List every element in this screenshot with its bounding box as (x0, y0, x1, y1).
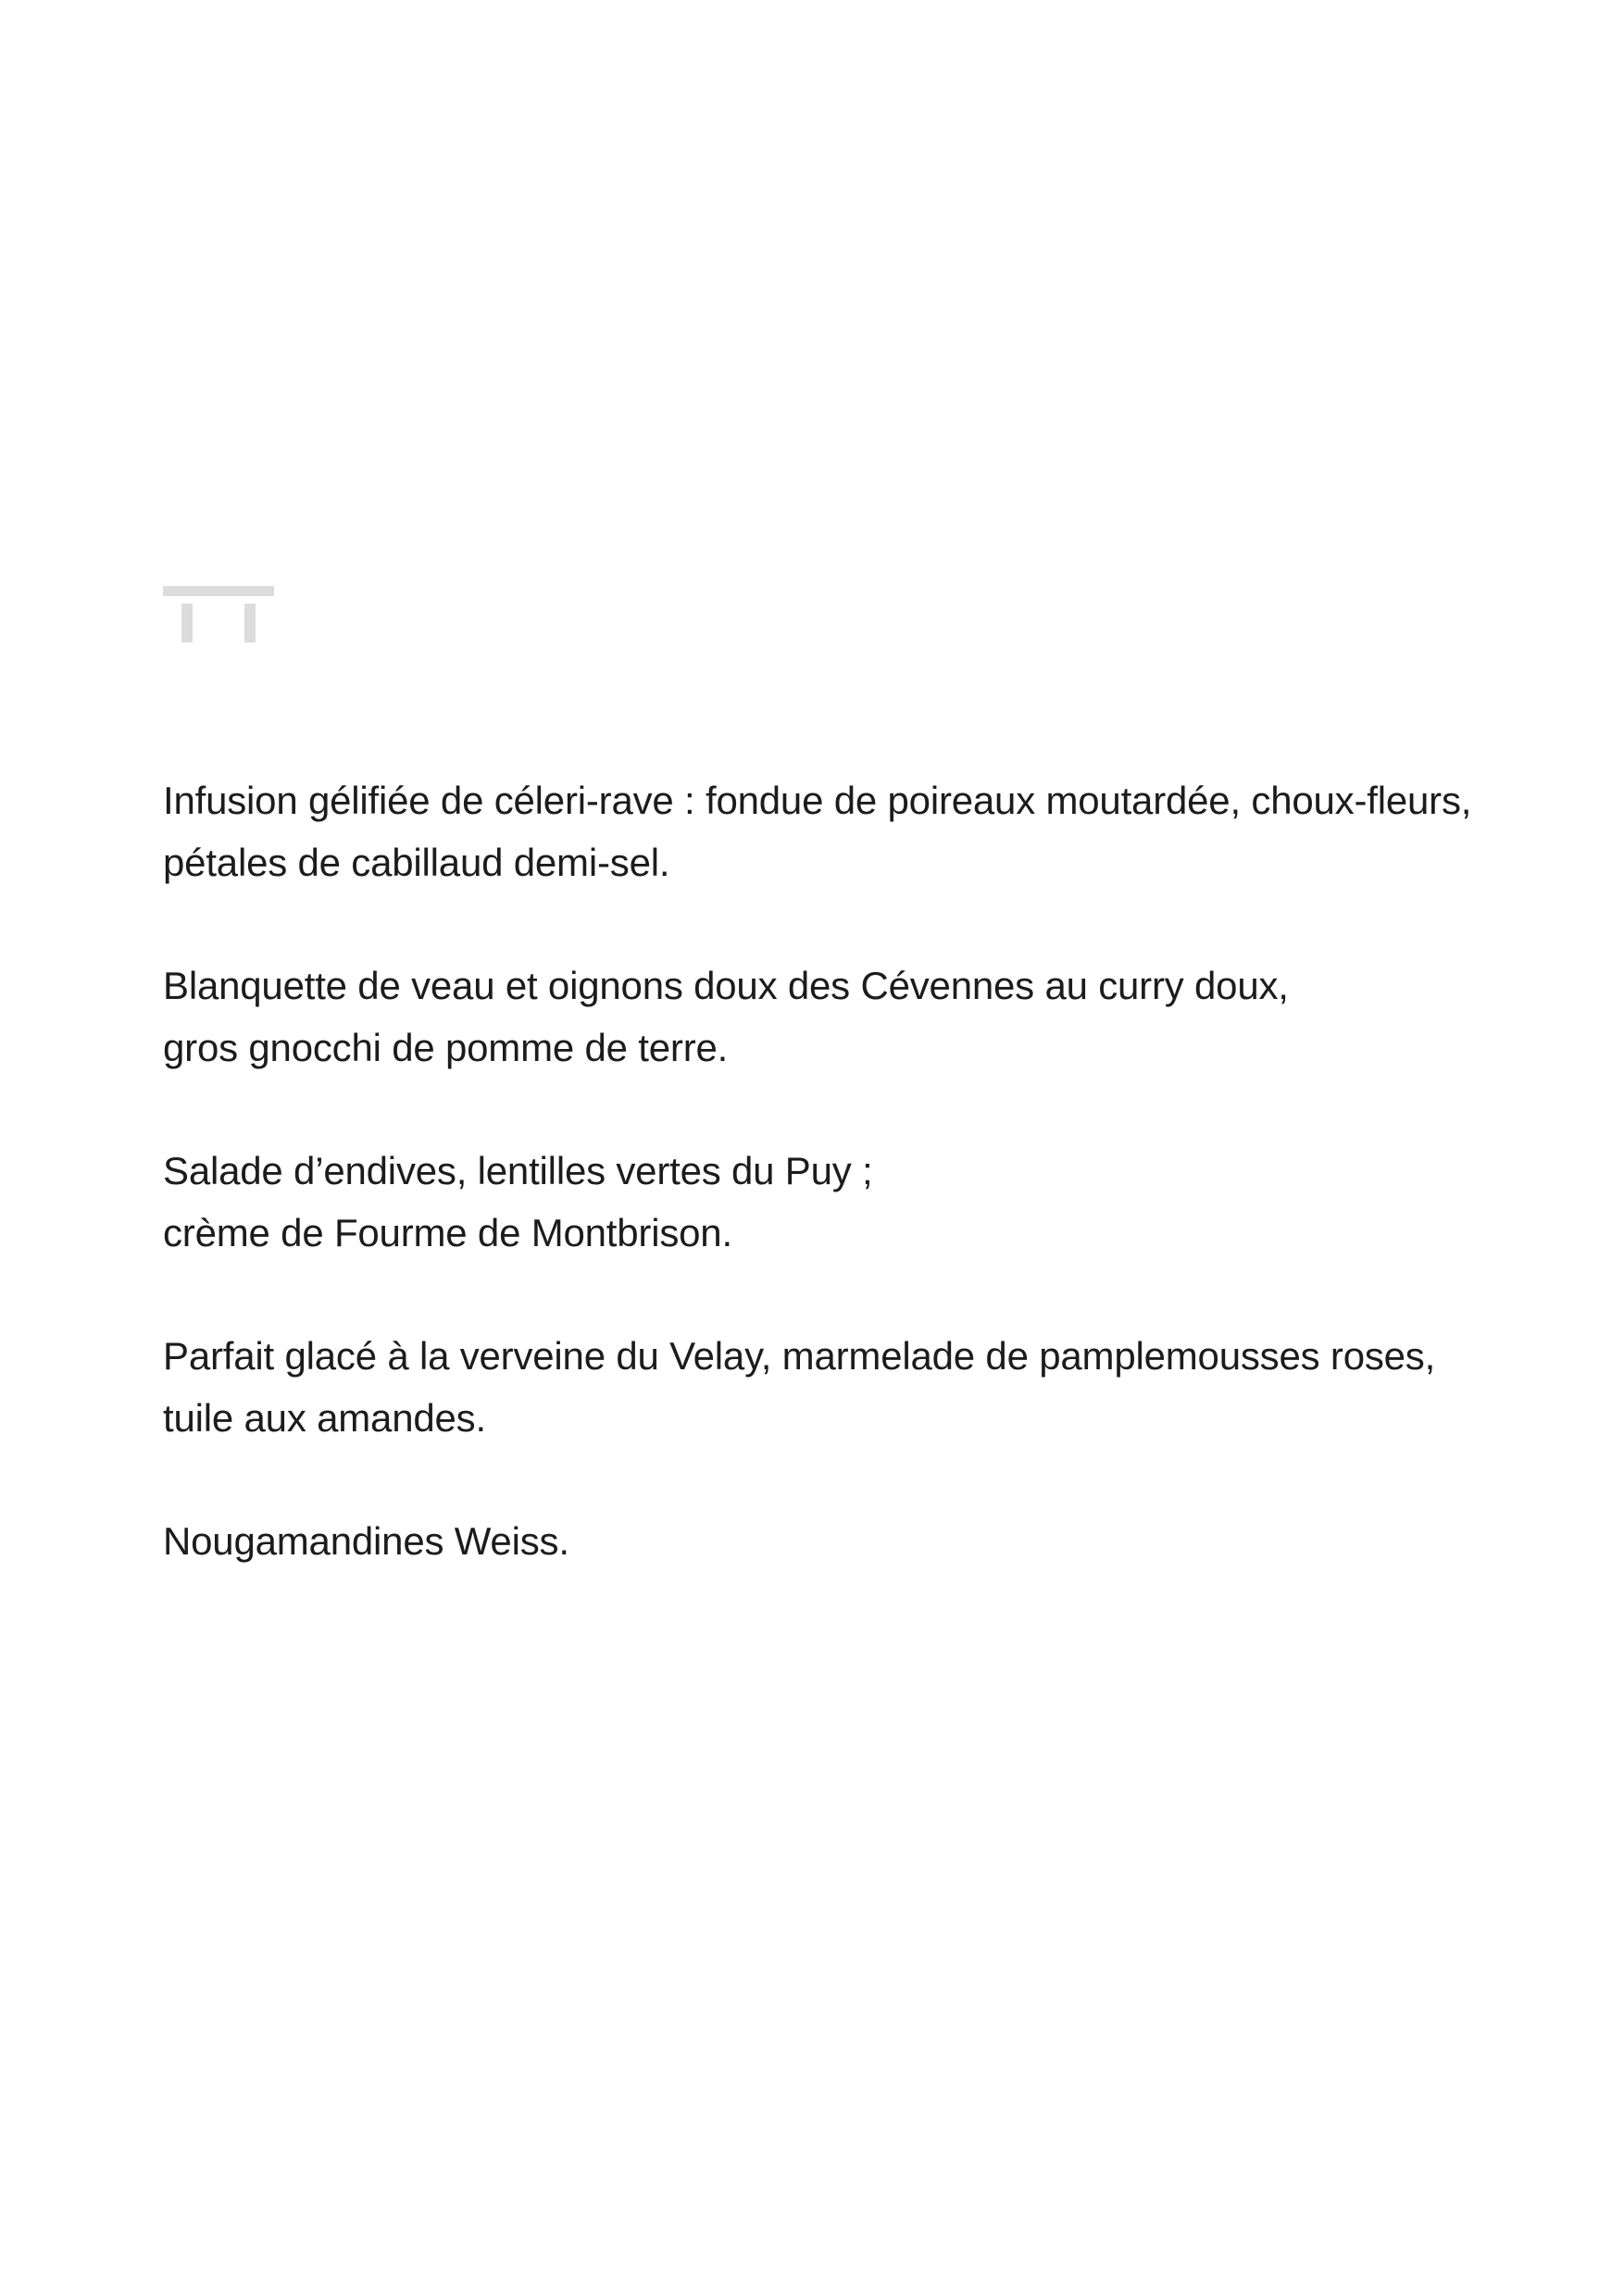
menu-course-1 (163, 769, 1496, 893)
menu-line: Salade d’endives, lentilles vertes du Puy ; (163, 1149, 873, 1192)
menu-line: Blanquette de veau et oignons doux des Cévennes au curry doux, (163, 964, 1289, 1007)
menu-course-5 (163, 1510, 1496, 1572)
menu-line: pétales de cabillaud demi-sel. (163, 841, 670, 884)
menu-line: Infusion gélifiée de céleri-rave : fondue de poireaux moutardée, choux-fleurs, (163, 779, 1472, 822)
menu-line: Parfait glacé à la verveine du Velay, marmelade de pamplemousses roses, (163, 1334, 1436, 1378)
menu-course-3 (163, 1140, 1496, 1264)
table-logo-icon (163, 586, 274, 643)
logo-leg-left (181, 604, 193, 643)
menu-line: gros gnocchi de pomme de terre. (163, 1026, 729, 1069)
logo-bar (163, 586, 274, 596)
menu-line: Nougamandines Weiss. (163, 1519, 569, 1563)
logo-leg-right (244, 604, 256, 643)
menu-list (163, 769, 1496, 1633)
menu-course-4 (163, 1325, 1496, 1449)
menu-line: crème de Fourme de Montbrison. (163, 1211, 732, 1254)
menu-course-2 (163, 955, 1496, 1079)
menu-line: tuile aux amandes. (163, 1396, 486, 1440)
